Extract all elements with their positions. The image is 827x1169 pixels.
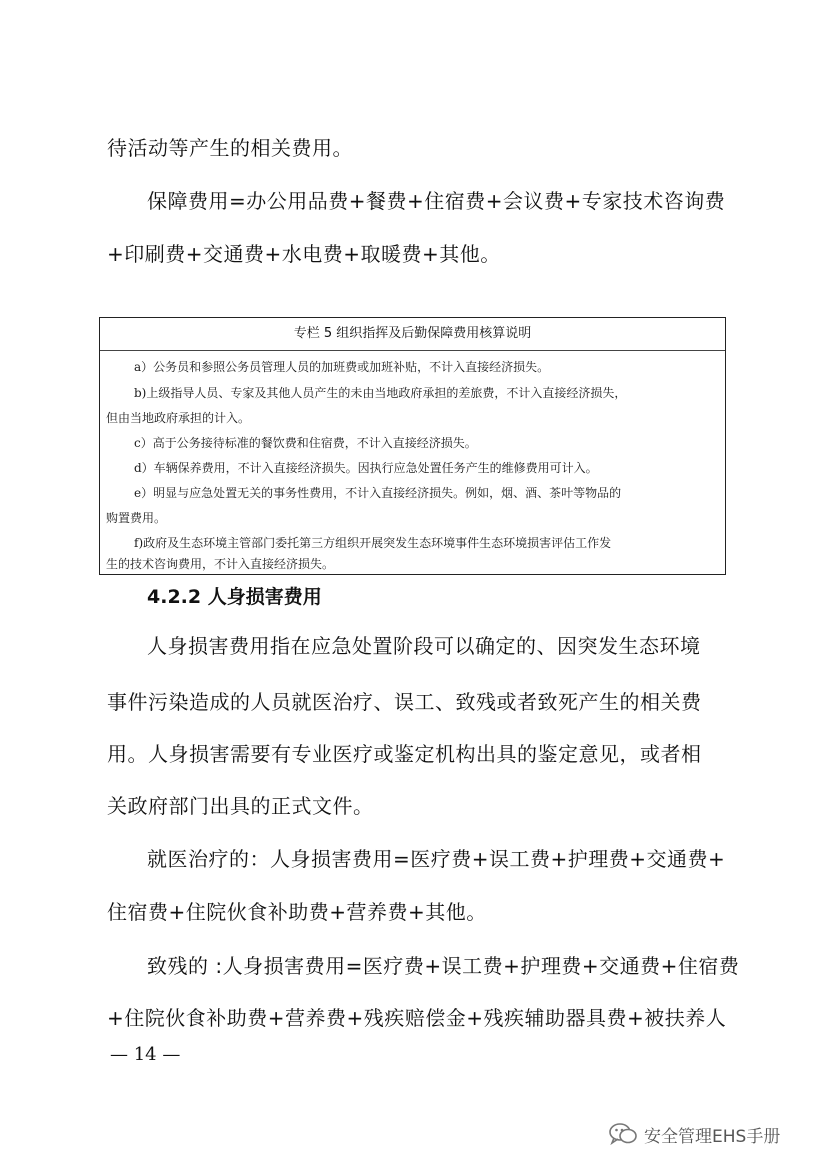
paragraph-line: +住院伙食补助费+营养费+残疾赔偿金+残疾辅助器具费+被扶养人 bbox=[107, 1006, 727, 1030]
paragraph-line: 用。人身损害需要有专业医疗或鉴定机构出具的鉴定意见，或者相 bbox=[107, 742, 702, 766]
section-heading: 4.2.2 人身损害费用 bbox=[147, 586, 322, 608]
paragraph-line: 致残的 :人身损害费用=医疗费+误工费+护理费+交通费+住宿费 bbox=[147, 954, 740, 978]
paragraph-line: +印刷费+交通费+水电费+取暖费+其他。 bbox=[107, 242, 501, 266]
wechat-icon bbox=[608, 1121, 638, 1147]
info-box bbox=[99, 317, 726, 575]
paragraph-line: 住宿费+住院伙食补助费+营养费+其他。 bbox=[107, 900, 487, 924]
info-box-line: c）高于公务接待标准的餐饮费和住宿费，不计入直接经济损失。 bbox=[134, 436, 477, 450]
info-box-line: 购置费用。 bbox=[106, 511, 167, 525]
info-box-line: 但由当地政府承担的计入。 bbox=[106, 411, 251, 425]
paragraph-line: 就医治疗的：人身损害费用=医疗费+误工费+护理费+交通费+ bbox=[147, 847, 726, 871]
info-box-line: b)上级指导人员、专家及其他人员产生的未由当地政府承担的差旅费，不计入直接经济损失， bbox=[134, 386, 627, 400]
paragraph-line: 事件污染造成的人员就医治疗、误工、致残或者致死产生的相关费 bbox=[107, 690, 702, 714]
watermark bbox=[608, 1120, 780, 1148]
paragraph-line: 保障费用=办公用品费+餐费+住宿费+会议费+专家技术咨询费 bbox=[147, 189, 726, 213]
paragraph-line: 待活动等产生的相关费用。 bbox=[107, 136, 353, 160]
paragraph-line: 人身损害费用指在应急处置阶段可以确定的、因突发生态环境 bbox=[147, 634, 701, 658]
info-box-line: f)政府及生态环境主管部门委托第三方组织开展突发生态环境事件生态环境损害评估工作发 bbox=[134, 536, 612, 550]
info-box-title: 专栏 5 组织指挥及后勤保障费用核算说明 bbox=[100, 318, 725, 351]
page-number: — 14 — bbox=[110, 1044, 181, 1065]
paragraph-line: 关政府部门出具的正式文件。 bbox=[107, 794, 374, 818]
watermark-text: 安全管理EHS手册 bbox=[644, 1126, 781, 1147]
info-box-line: d）车辆保养费用，不计入直接经济损失。因执行应急处置任务产生的维修费用可计入。 bbox=[134, 461, 598, 475]
info-box-line: a）公务员和参照公务员管理人员的加班费或加班补贴，不计入直接经济损失。 bbox=[134, 360, 550, 374]
info-box-line: e）明显与应急处置无关的事务性费用，不计入直接经济损失。例如，烟、酒、茶叶等物品的 bbox=[134, 486, 622, 500]
info-box-line: 生的技术咨询费用，不计入直接经济损失。 bbox=[106, 557, 335, 571]
